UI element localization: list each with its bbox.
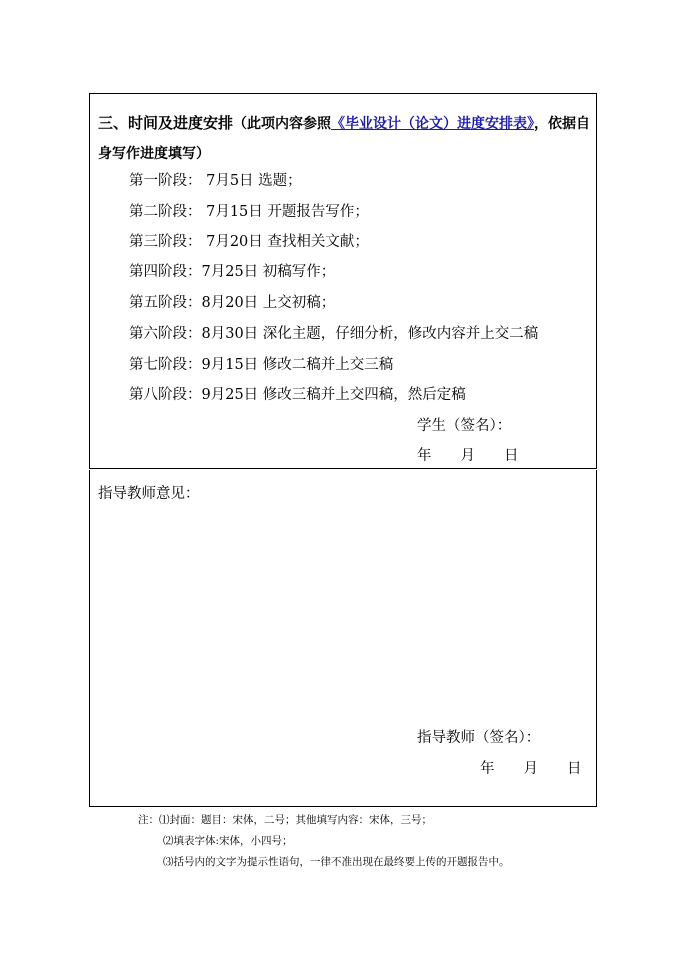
student-signature-label: 学生（签名）： — [417, 418, 512, 434]
schedule-note-prefix: （此项内容参照 — [233, 116, 332, 132]
stage-3: 第三阶段： 7月20日 查找相关文献； — [129, 234, 369, 250]
advisor-signature-label: 指导教师（签名）： — [417, 730, 541, 746]
footnotes — [138, 810, 510, 873]
stage-6: 第六阶段：8月30日 深化主题，仔细分析，修改内容并上交二稿 — [129, 326, 539, 342]
advisor-date-line: 年 月 日 — [480, 761, 582, 777]
schedule-title: 三、时间及进度安排 — [98, 114, 234, 132]
schedule-heading — [98, 108, 593, 169]
advisor-section — [89, 470, 597, 807]
advisor-opinion-title: 指导教师意见： — [98, 486, 200, 502]
stage-4: 第四阶段：7月25日 初稿写作； — [129, 264, 336, 280]
footnote-1: 注：⑴封面：题目：宋体，二号；其他填写内容：宋体，三号； — [138, 814, 432, 826]
schedule-section — [89, 93, 597, 469]
stage-2: 第二阶段： 7月15日 开题报告写作； — [129, 204, 369, 220]
stage-7: 第七阶段：9月15日 修改二稿并上交三稿 — [129, 357, 394, 373]
stage-1: 第一阶段： 7月5日 选题； — [129, 173, 302, 189]
stage-8: 第八阶段：9月25日 修改三稿并上交四稿，然后定稿 — [129, 387, 466, 403]
footnote-3: ⑶括号内的文字为提示性语句，一律不准出现在最终要上传的开题报告中。 — [163, 856, 510, 868]
schedule-note-suffix: ，依据自身写作进度填写） — [98, 116, 591, 162]
student-date-line: 年 月 日 — [417, 448, 519, 464]
stage-5: 第五阶段：8月20日 上交初稿； — [129, 295, 336, 311]
schedule-reference-link[interactable]: 《毕业设计（论文）进度安排表》 — [331, 116, 535, 132]
footnote-2: ⑵填表字体:宋体，小四号； — [163, 835, 293, 847]
